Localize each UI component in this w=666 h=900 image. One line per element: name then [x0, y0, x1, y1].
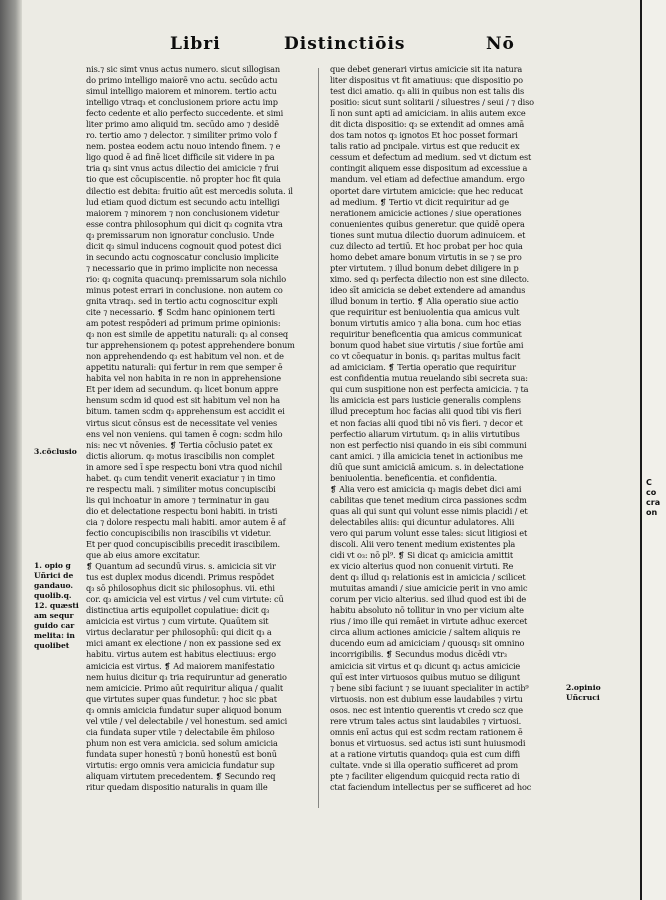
text-line: mutuitas amandi / siue amicicie perit in vno amic [330, 583, 528, 594]
text-line: delectabiles aliis: qui dicuntur adulatores. Alii [330, 516, 515, 527]
text-line: ⁊ bene sibi faciunt ⁊ se iuuant specialiter in actib⁹ [330, 682, 529, 693]
margin-note-line: quolibet [34, 641, 70, 650]
margin-note-line: 2.opinio [566, 683, 601, 692]
text-line: est confidentia mutua reuelando sibi secreta sua: [330, 373, 528, 384]
text-line: ⁊ necessario que in primo implicite non necessa [86, 262, 278, 273]
running-header [0, 34, 640, 58]
text-line: dos tam notos q₃ ignotos Et hoc posset formari [330, 130, 518, 141]
text-line: nem amicicie. Primo aūt requiritur aliqua / qualit [86, 682, 283, 693]
text-line: am potest respōderi ad primum prime opinionis: [86, 318, 281, 329]
margin-note-line: Uñcruci [566, 693, 600, 702]
text-line: nem. postea eodem actu nouo intendo finem. ⁊ e [86, 141, 281, 152]
text-line: habitu absoluto nō tollitur in vno per vicium alte [330, 605, 524, 616]
text-line: illud bonum in tertio. ❡ Alia operatio siue actio [330, 295, 519, 306]
text-line: cant amici. ⁊ illa amicicia tenet in actionibus me [330, 450, 523, 461]
text-line: nerationem amicicie actiones / siue operationes [330, 207, 522, 218]
text-line: rere vtrum tales actus sint laudabiles ⁊ virtuosi. [330, 715, 522, 726]
text-line: positio: sicut sunt solitarii / siluestres / seui / ⁊ diso [330, 97, 534, 108]
text-line: ritur quedam dispositio naturalis in quam ille [86, 782, 268, 793]
text-line: minus potest errari in conclusione. non autem co [86, 284, 283, 295]
margin-note-opinio-henrici [34, 561, 79, 651]
column-divider [318, 68, 319, 808]
text-line: mici amant ex electione / non ex passione sed ex [86, 638, 281, 649]
text-line: fectio concupiscibilis non irascibilis vt videtur. [86, 527, 272, 538]
text-line: fecto cedente et alio perfecto succedente. et simi [86, 108, 284, 119]
text-line: omnis enī actus qui est scdm rectam rationem ē [330, 726, 523, 737]
text-line: liter primo amo aliquid tm. secūdo amo ⁊ desidē [86, 119, 279, 130]
text-line: discoli. Alii vero tenent medium existentes pla [330, 539, 516, 550]
text-line: dicit q₃ simul inducens cognouit quod potest dici [86, 240, 282, 251]
text-line: cabilitas que tenet medium circa passiones scdm [330, 494, 527, 505]
margin-note-line: gandauo. [34, 581, 74, 590]
text-line: hensum scdm id quod est sit habitum vel non ha [86, 395, 280, 406]
text-line: ligo quod ē ad finē licet difficile sit videre in pa [86, 152, 275, 163]
text-line: intelligo vtraq₃ et conclusionem priore actu imp [86, 97, 278, 108]
text-line: tiones sunt mutua dilectio duorum adinuicem. et [330, 229, 526, 240]
text-line: q₃ premissarum non ignoratur conclusio. Unde [86, 229, 275, 240]
text-line: diū que sunt amiciciā amicum. s. in delectatione [330, 461, 524, 472]
text-line: cor. q₃ amicicia vel est virtus / vel cum virtute: cū [86, 594, 284, 605]
text-line: mandum. vel etiam ad defectiue amandum. ergo [330, 174, 525, 185]
text-line: cessum et defectum ad medium. sed vt dictum est [330, 152, 532, 163]
text-line: virtutis: ergo omnis vera amicicia fundatur sup [86, 759, 275, 770]
text-line: nis.⁊ sic simt vnus actus numero. sicut sillogisan [86, 64, 280, 74]
text-line: simul intelligo maiorem et minorem. tertio actu [86, 86, 277, 97]
text-line: q₃ omnis amicicia fundatur super aliquod bonum [86, 704, 282, 715]
text-line: que virtutes super quas fundetur. ⁊ hoc sic pbat [86, 693, 277, 704]
text-line: ex vicio alterius quod non conuenit virtuti. Re [330, 561, 514, 572]
text-line: conuenientes quibus generetur. que quidē opera [330, 218, 525, 229]
text-line: corum per vicio alterius. sed illud quod est ibi de [330, 594, 527, 605]
text-line: virtus sicut cōnsus est de necessitate vel venies [86, 417, 278, 428]
text-line: nis: nec vt nōvenies. ❡ Tertia cōclusio patet ex [86, 439, 273, 450]
text-line: rius / imo ille qui remāet in virtute adhuc exercet [330, 616, 528, 627]
text-line: circa alium actiones amicicie / saltem aliquis re [330, 627, 521, 638]
text-line: habita vel non habita in re non in apprehensione [86, 373, 281, 384]
text-line: dio et delectatione respectu boni habiti. in tristi [86, 505, 278, 516]
text-line: re respectu mali. ⁊ similiter motus concupiscibi [86, 483, 276, 494]
adjacent-page-edge [640, 0, 666, 900]
text-line: ideo sīt amicicia se debet extendere ad amandus [330, 284, 526, 295]
margin-note-line: 1. opio g [34, 561, 71, 570]
margin-note-line: cra [646, 498, 661, 507]
text-line: non apprehendendo q₃ est habitum vel non. et de [86, 351, 284, 362]
text-line: lud etiam quod dictum est secundo actu intelligi [86, 196, 280, 207]
margin-note-line: am sequr [34, 611, 74, 620]
text-line: vero qui parum volunt esse tales: sicut litigiosi et [330, 527, 528, 538]
header-right: Nō [486, 34, 515, 54]
text-line: habitu. virtus autem est habitus electiuus: ergo [86, 649, 276, 660]
text-line: tur apprehensionem q₃ potest apprehendere bonum [86, 340, 295, 351]
text-line: in secundo actu cognoscatur conclusio implicite [86, 251, 279, 262]
text-line: ctat faciendum intellectus per se sufficeret ad hoc [330, 782, 532, 793]
text-line: phum non est vera amicicia. sed solum amicicia [86, 737, 278, 748]
text-line: cia fundata super vtile ⁊ delectabile ēm philoso [86, 726, 275, 737]
text-line: esse contra philosophum qui dicit q₃ cognita vtra [86, 218, 283, 229]
text-line: cultate. vnde si illa operatio sufficeret ad prom [330, 759, 519, 770]
text-line: contingit aliquem esse dispositum ad excessiue a [330, 163, 528, 174]
text-line: tus est duplex modus dicendi. Primus respōdet [86, 572, 275, 583]
text-line: bonus et virtuosus. sed actus isti sunt huiusmodi [330, 737, 526, 748]
text-line: beniuolentia. beneficentia. et confidentia. [330, 472, 497, 483]
text-line: quas ali qui sunt qui volunt esse nimis placidi / et [330, 505, 528, 516]
text-line: ens vel non veniens. qui tamen ē cogn: scdm hilo [86, 428, 283, 439]
text-line: illud preceptum hoc facias alii quod tibi vis fieri [330, 406, 522, 417]
margin-note-line: guido car [34, 621, 75, 630]
adjacent-page-text [646, 478, 660, 518]
text-line: do primo intelligo maiorē vno actu. secūdo actu [86, 75, 278, 86]
text-line: lis amicicia est pars iusticie generalis complens [330, 395, 521, 406]
text-line: pte ⁊ faciliter eligendum quicquid recta ratio di [330, 771, 520, 781]
text-line: que debet generari virtus amicicie sit ita natura [330, 64, 523, 74]
text-line: et non facias alii quod tibi nō vis fieri. ⁊ decor et [330, 417, 523, 428]
header-left: Libri [170, 34, 221, 54]
text-line: que ab eius amore excitatur. [86, 550, 200, 561]
page-binding-shadow [0, 0, 22, 900]
text-line: quī est inter virtuosos quibus mutuo se diligunt [330, 671, 521, 682]
text-line: habet. q₃ cum tendit venerit exaciatur ⁊ in timo [86, 472, 276, 483]
margin-note-line: C [646, 478, 652, 487]
text-line: nem huius dicitur q₃ tria requiruntur ad generatio [86, 671, 287, 682]
text-line: Et per idem ad secundum. q₃ licet bonum appre [86, 384, 279, 395]
text-line: co vt cōequatur in bonis. q₃ paritas multus facit [330, 351, 521, 362]
text-line: bonum virtutis amico ⁊ alia bona. cum hoc etias [330, 318, 522, 329]
text-line: aliquam virtutem precedentem. ❡ Secundo req [86, 771, 276, 781]
text-line: liter dispositus vt fit amatiuus: que dispositio po [330, 75, 523, 86]
text-line: dilectio est debita: fruitio aūt est mercedis soluta. il [86, 185, 293, 196]
text-line: requiritur beneficentia qua amicus communicat [330, 329, 522, 340]
text-line: bonum quod habet siue virtutis / siue fortūe ami [330, 340, 524, 351]
text-line: perfectio aliarum virtutum. q₃ in aliis virtutibus [330, 428, 520, 439]
text-line: oportet dare virtutem amicicie: que hec reducat [330, 185, 523, 196]
text-line: pter virtutem. ⁊ illud bonum debet diligere in p [330, 262, 519, 273]
text-line: ❡ Alia vero est amicicia q₃ magis debet dici ami [330, 483, 522, 494]
text-line: Et per quod concupiscibilis precedit irascibilem. [86, 539, 280, 550]
text-line: cidi vt o₃: nō pl⁹. ❡ Si dicat q₃ amicicia amittit [330, 550, 513, 561]
text-line: cia ⁊ dolore respectu mali habiti. amor autem ē af [86, 516, 286, 527]
text-line: virtus declaratur per philosophū: qui dicit q₃ a [86, 627, 272, 638]
text-line: vel vtile / vel delectabile / vel honestum. sed amici [86, 715, 288, 726]
margin-note-conclusio: 3.cōclusio [34, 447, 77, 456]
text-line: ducendo eum ad amiciciam / quousq₃ sit omnino [330, 638, 525, 649]
text-line: in amore sed ī spe respectu boni vtra quod nichil [86, 461, 283, 472]
margin-note-line: 12. quæsti [34, 601, 79, 610]
text-line: osos. nec est intentio querentis vt credo scz que [330, 704, 523, 715]
text-line: q₃ sō philosophus dicit sic philosophus. vii. ethi [86, 583, 275, 594]
text-line: appetitu naturali: qui fertur in rem que semper ē [86, 362, 283, 373]
text-line: que requiritur est beniuolentia qua amicus vult [330, 307, 520, 318]
text-line: rio: q₃ cognita quacunq₃ premissarum sola nichilo [86, 273, 287, 284]
text-line: cite ⁊ necessario. ❡ Scdm hanc opinionem terti [86, 307, 276, 318]
text-line: virtuosis. non est dubium esse laudabiles ⁊ virtu [330, 693, 523, 704]
text-line: ❡ Quantum ad secundū virus. s. amicicia sit vir [86, 561, 276, 572]
margin-note-line: on [646, 508, 658, 517]
text-line: gnita vtraq₃. sed in tertio actu cognoscitur expli [86, 295, 278, 306]
text-line: distinctiua artis equipollet copulatiue: dicit q₃ [86, 605, 270, 616]
text-line: dent q₃ illud q₃ relationis est in amicicia / scilicet [330, 572, 526, 583]
text-line: dit dicta dispositio: q₃ se extendit ad omnes amā [330, 119, 525, 130]
text-line: ro. tertio amo ⁊ delector. ⁊ similiter primo volo f [86, 130, 277, 141]
text-line: amicicia sit virtus et q₃ dicunt q₃ actus amicicie [330, 660, 521, 671]
text-line: talis ratio ad pncipale. virtus est que reducit ex [330, 141, 520, 152]
margin-note-line: melita: in [34, 631, 75, 640]
text-line: q₃ non est simile de appetitu naturali: q₃ al conseq [86, 329, 289, 340]
text-line: maiorem ⁊ minorem ⁊ non conclusionem videtur [86, 207, 280, 218]
text-line: ad medium. ❡ Tertio vt dicit requiritur ad ge [330, 196, 509, 207]
text-line: qui cum suspitione non est perfecta amicicia. ⁊ ta [330, 384, 529, 395]
text-line: non est perfectio nisi quando in eis sibi communi [330, 439, 527, 450]
margin-note-line: Uñrici de [34, 571, 74, 580]
text-line: ximo. sed q₃ perfecta dilectio non est sine dilecto. [330, 273, 529, 284]
text-line: incorrigibilis. ❡ Secundus modus dicēdi vtr₃ [330, 649, 507, 660]
margin-note-line: co [646, 488, 657, 497]
text-line: lis qui inchoatur in amore ⁊ terminatur in gau [86, 494, 270, 505]
text-line: bitum. tamen scdm q₃ apprehensum est accidit ei [86, 406, 285, 417]
text-line: tio que est cōcupiscentie. nō propter hoc fit quia [86, 174, 281, 185]
text-line: dictis aliorum. q₃ motus irascibilis non complet [86, 450, 275, 461]
left-text-column [86, 64, 308, 822]
text-line: amicicia est virtus. ❡ Ad maiorem manifestatio [86, 660, 275, 671]
text-line: lī non sunt apti ad amiciciam. in aliis autem exce [330, 108, 526, 119]
text-line: at a ratione virtutis quandoq₃ quia est cum diffi [330, 748, 520, 759]
text-line: test dici amatio. q₃ alii in quibus non est talis dis [330, 86, 525, 97]
text-line: amicicia est virtus ⁊ cum virtute. Quaūtem sit [86, 616, 269, 627]
text-line: homo debet amare bonum virtutis in se ⁊ se pro [330, 251, 522, 262]
text-line: tria q₃ sint vnus actus dilectio dei amicicie ⁊ frui [86, 163, 279, 174]
right-text-column [330, 64, 557, 864]
header-middle: Distinctiōis [284, 34, 406, 54]
text-line: ad amiciciam. ❡ Tertia operatio que requiritur [330, 362, 516, 373]
margin-note-opinio-2 [566, 683, 601, 703]
margin-note-line: quolib.q. [34, 591, 72, 600]
text-line: cuz dilecto ad tertiū. Et hoc probat per hoc quia [330, 240, 523, 251]
text-line: fundata super honestū ⁊ bonū honestū est bonū [86, 748, 277, 759]
